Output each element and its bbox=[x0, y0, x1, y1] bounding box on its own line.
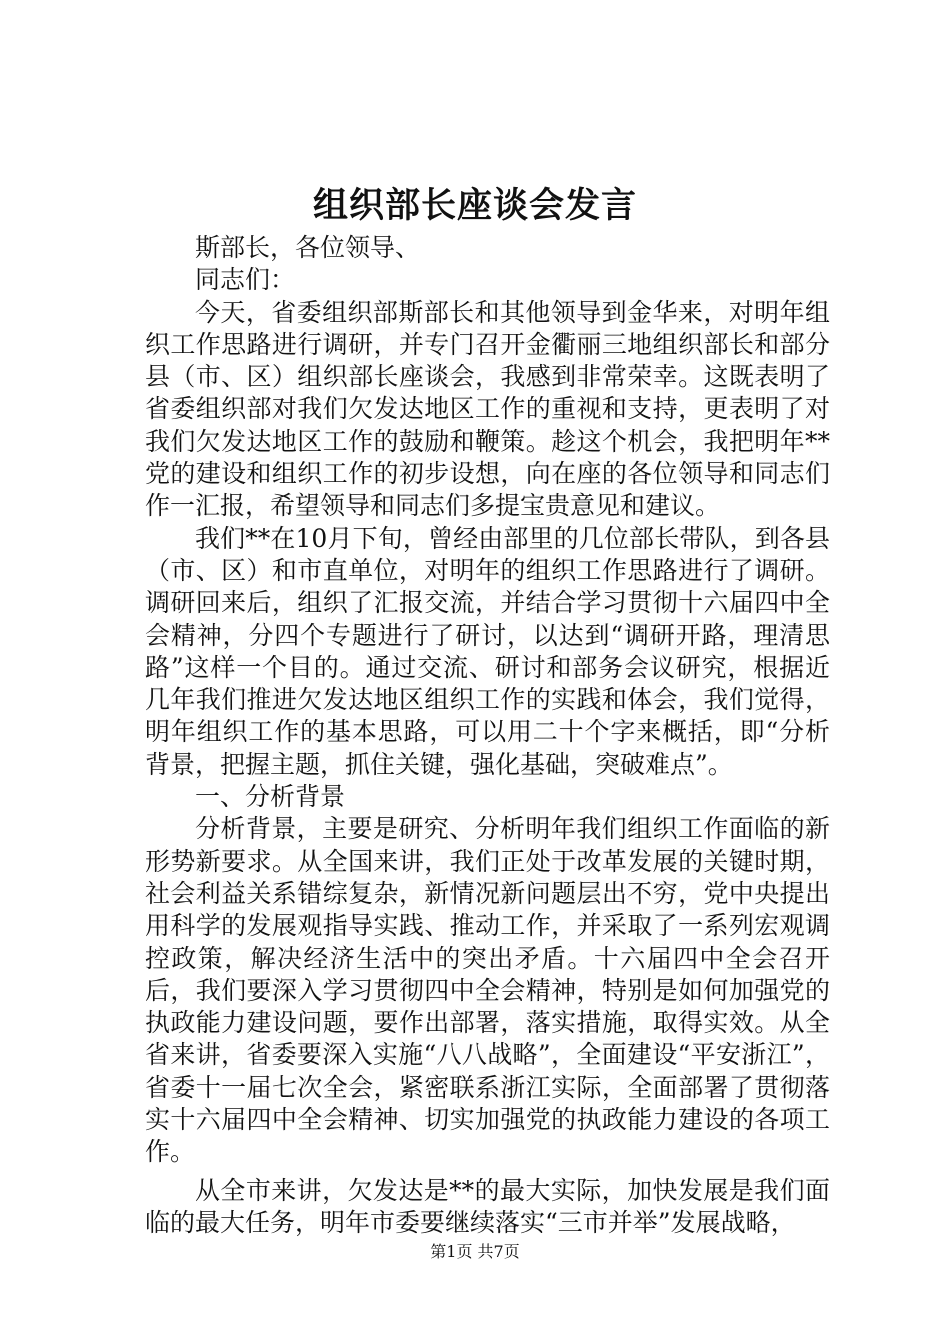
page-footer: 第1页 共7页 bbox=[430, 1242, 520, 1261]
paragraph-city: 从全市来讲，欠发达是**的最大实际，加快发展是我们面临的最大任务，明年市委要继续落实“三市并举”发展战略， bbox=[145, 1175, 830, 1237]
salutation-line-2: 同志们： bbox=[195, 265, 296, 295]
salutation-line-1: 斯部长，各位领导、 bbox=[195, 233, 421, 262]
section-heading-1: 一、分析背景 bbox=[195, 782, 346, 812]
paragraph-research: 我们**在10月下旬，曾经由部里的几位部长带队，到各县（市、区）和市直单位，对明年的组织工作思路进行了调研。调研回来后，组织了汇报交流，并结合学习贯彻十六届四中全会精神，分四个专题进行了研讨，以达到“调研开路，理清思路”这样一个目的。通过交流、研讨和部务会议研究，根据近几年我们推进欠发达地区组织工作的实践和体会，我们觉得，明年组织工作的基本思路，可以用二十个字来概括，即“分析背景，把握主题，抓住关键，强化基础，突破难点”。 bbox=[145, 523, 830, 779]
paragraph-intro: 今天，省委组织部斯部长和其他领导到金华来，对明年组织工作思路进行调研，并专门召开金衢丽三地组织部长和部分县（市、区）组织部长座谈会，我感到非常荣幸。这既表明了省委组织部对我们欠发达地区工作的重视和支持，更表明了对我们欠发达地区工作的鼓励和鞭策。趁这个机会，我把明年**党的建设和组织工作的初步设想，向在座的各位领导和同志们作一汇报，希望领导和同志们多提宝贵意见和建议。 bbox=[145, 297, 830, 521]
document-body bbox=[145, 232, 830, 1239]
document-title: 组织部长座谈会发言 bbox=[312, 185, 637, 226]
paragraph-background: 分析背景，主要是研究、分析明年我们组织工作面临的新形势新要求。从全国来讲，我们正处于改革发展的关键时期，社会利益关系错综复杂，新情况新问题层出不穷，党中央提出用科学的发展观指导实践、推动工作，并采取了一系列宏观调控政策，解决经济生活中的突出矛盾。十六届四中全会召开后，我们要深入学习贯彻四中全会精神，特别是如何加强党的执政能力建设问题，要作出部署，落实措施，取得实效。从全省来讲，省委要深入实施“八八战略”，全面建设“平安浙江”，省委十一届七次全会，紧密联系浙江实际，全面部署了贯彻落实十六届四中全会精神、切实加强党的执政能力建设的各项工作。 bbox=[145, 814, 830, 1167]
